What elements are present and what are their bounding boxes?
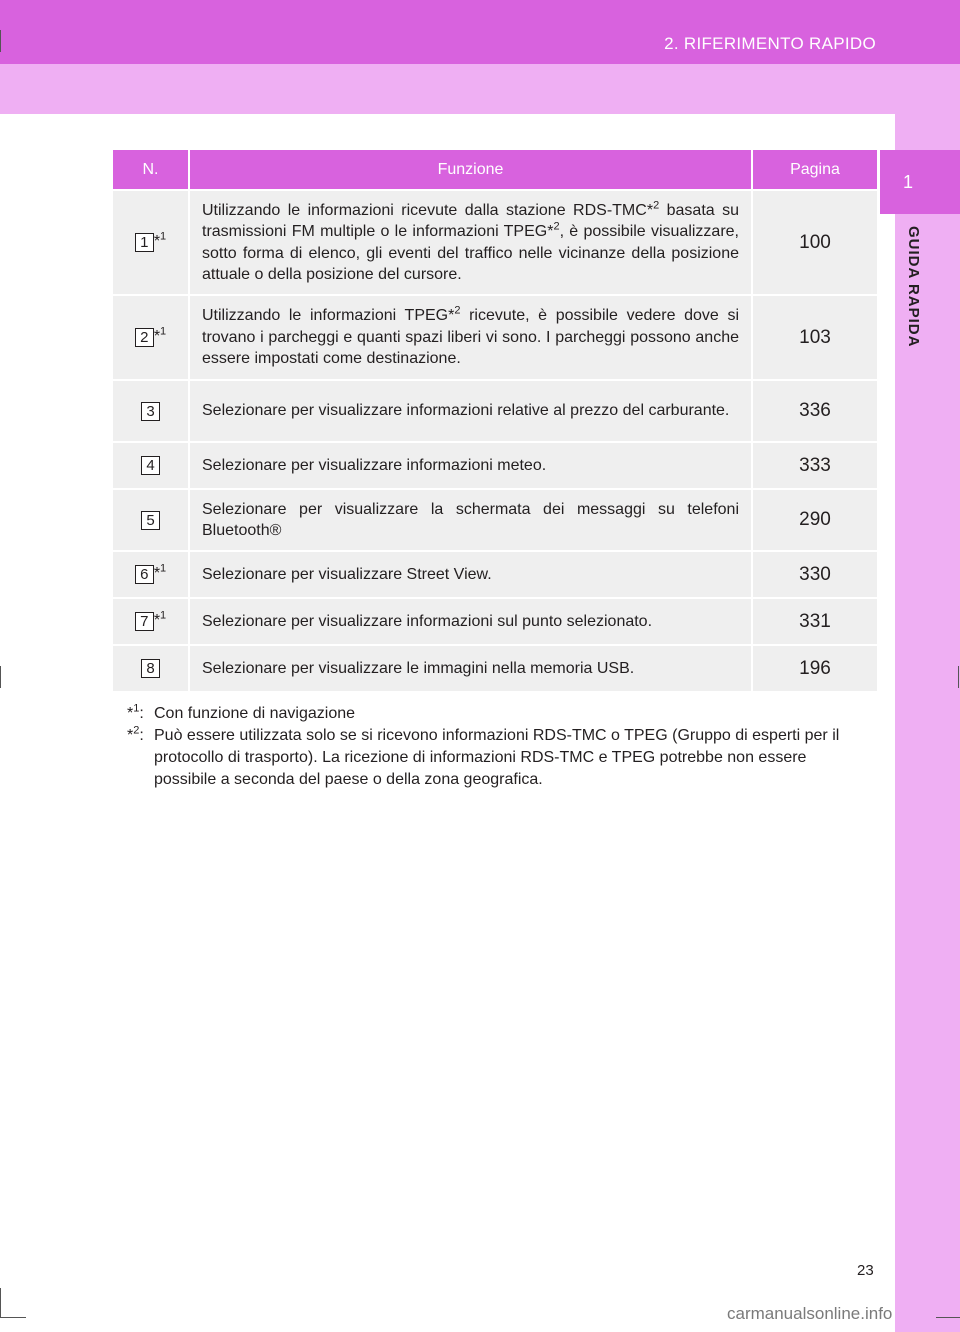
- page-number: 23: [857, 1262, 874, 1279]
- footnote-text: Può essere utilizzata solo se si ricevono informazioni RDS-TMC o TPEG (Gruppo di esperti per il protocollo di trasporto). La ricezione di informazioni RDS-TMC e TPEG potrebbe non essere possibile a seconda del paese o della zona geografica.: [154, 727, 840, 788]
- crop-mark: [958, 666, 959, 688]
- footnote-mark: *$^2$:: [127, 724, 144, 744]
- table-row: [113, 489, 877, 551]
- footnotes: [127, 703, 867, 791]
- function-description: Selezionare per visualizzare Street View.: [189, 551, 752, 598]
- page-reference: 333: [752, 442, 877, 489]
- table-row: [113, 295, 877, 380]
- row-number-cell: [113, 190, 189, 295]
- function-description: Utilizzando le informazioni TPEG*$^2$ ricevute, è possibile vedere dove si trovano i parcheggi e quanti spazi liberi vi sono. I parcheggi possono anche essere impostati come destinazione.: [189, 295, 752, 380]
- header-sub-band: [0, 64, 960, 114]
- row-number-badge: 1: [135, 233, 154, 252]
- row-number-badge: 8: [141, 659, 160, 678]
- footnote: [127, 725, 867, 791]
- table-row: [113, 380, 877, 442]
- row-number-cell: [113, 551, 189, 598]
- function-description: Selezionare per visualizzare informazioni relative al prezzo del carburante.: [189, 380, 752, 442]
- crop-mark: [0, 1288, 1, 1318]
- page-reference: 330: [752, 551, 877, 598]
- chapter-tab: [880, 150, 960, 214]
- page-reference: 103: [752, 295, 877, 380]
- header-band: [0, 0, 960, 64]
- function-description: Selezionare per visualizzare informazioni sul punto selezionato.: [189, 598, 752, 645]
- footnote-mark: *$^1$: [153, 325, 167, 345]
- row-number-cell: [113, 442, 189, 489]
- function-description: Selezionare per visualizzare la schermata dei messaggi su telefoni Bluetooth®: [189, 489, 752, 551]
- function-description: Utilizzando le informazioni ricevute dalla stazione RDS-TMC*$^2$ basata su trasmissioni FM multiple o le informazioni TPEG*$^2$, è possibile visualizzare, sotto forma di elenco, gli eventi del traffico nelle vicinanze della posizione attuale o della posizione del cursore.: [189, 190, 752, 295]
- table-row: [113, 598, 877, 645]
- chapter-number: 1: [903, 172, 914, 192]
- crop-mark: [0, 1317, 26, 1318]
- column-header-number: N.: [113, 150, 189, 190]
- page-reference: 331: [752, 598, 877, 645]
- page-reference: 290: [752, 489, 877, 551]
- table-row: [113, 551, 877, 598]
- footnote-mark: *$^1$: [153, 609, 167, 629]
- watermark-link[interactable]: carmanualsonline.info: [727, 1304, 893, 1323]
- footnote-mark: *$^1$: [153, 230, 167, 250]
- footnote: [127, 703, 867, 725]
- table-row: [113, 442, 877, 489]
- page-reference: 336: [752, 380, 877, 442]
- footnote-mark: *$^1$:: [127, 702, 144, 722]
- row-number-badge: 5: [141, 511, 160, 530]
- crop-mark: [0, 30, 1, 52]
- row-number-cell: [113, 295, 189, 380]
- crop-mark: [936, 1317, 960, 1318]
- footnote-text: Con funzione di navigazione: [154, 705, 356, 722]
- row-number-badge: 4: [141, 456, 160, 475]
- row-number-badge: 6: [135, 565, 154, 584]
- table-row: [113, 645, 877, 691]
- table-header-row: [113, 150, 877, 190]
- row-number-badge: 7: [135, 612, 154, 631]
- function-table: [113, 150, 877, 691]
- page-reference: 196: [752, 645, 877, 691]
- crop-mark: [0, 666, 1, 688]
- page-reference: 100: [752, 190, 877, 295]
- function-description: Selezionare per visualizzare le immagini nella memoria USB.: [189, 645, 752, 691]
- column-header-function: Funzione: [189, 150, 752, 190]
- row-number-badge: 3: [141, 402, 160, 421]
- row-number-cell: [113, 380, 189, 442]
- footnote-mark: *$^1$: [153, 562, 167, 582]
- column-header-page: Pagina: [752, 150, 877, 190]
- table-row: [113, 190, 877, 295]
- row-number-cell: [113, 645, 189, 691]
- row-number-cell: [113, 598, 189, 645]
- section-title: 2. RIFERIMENTO RAPIDO: [664, 34, 876, 53]
- chapter-label: GUIDA RAPIDA: [905, 226, 922, 348]
- row-number-badge: 2: [135, 328, 154, 347]
- row-number-cell: [113, 489, 189, 551]
- function-description: Selezionare per visualizzare informazioni meteo.: [189, 442, 752, 489]
